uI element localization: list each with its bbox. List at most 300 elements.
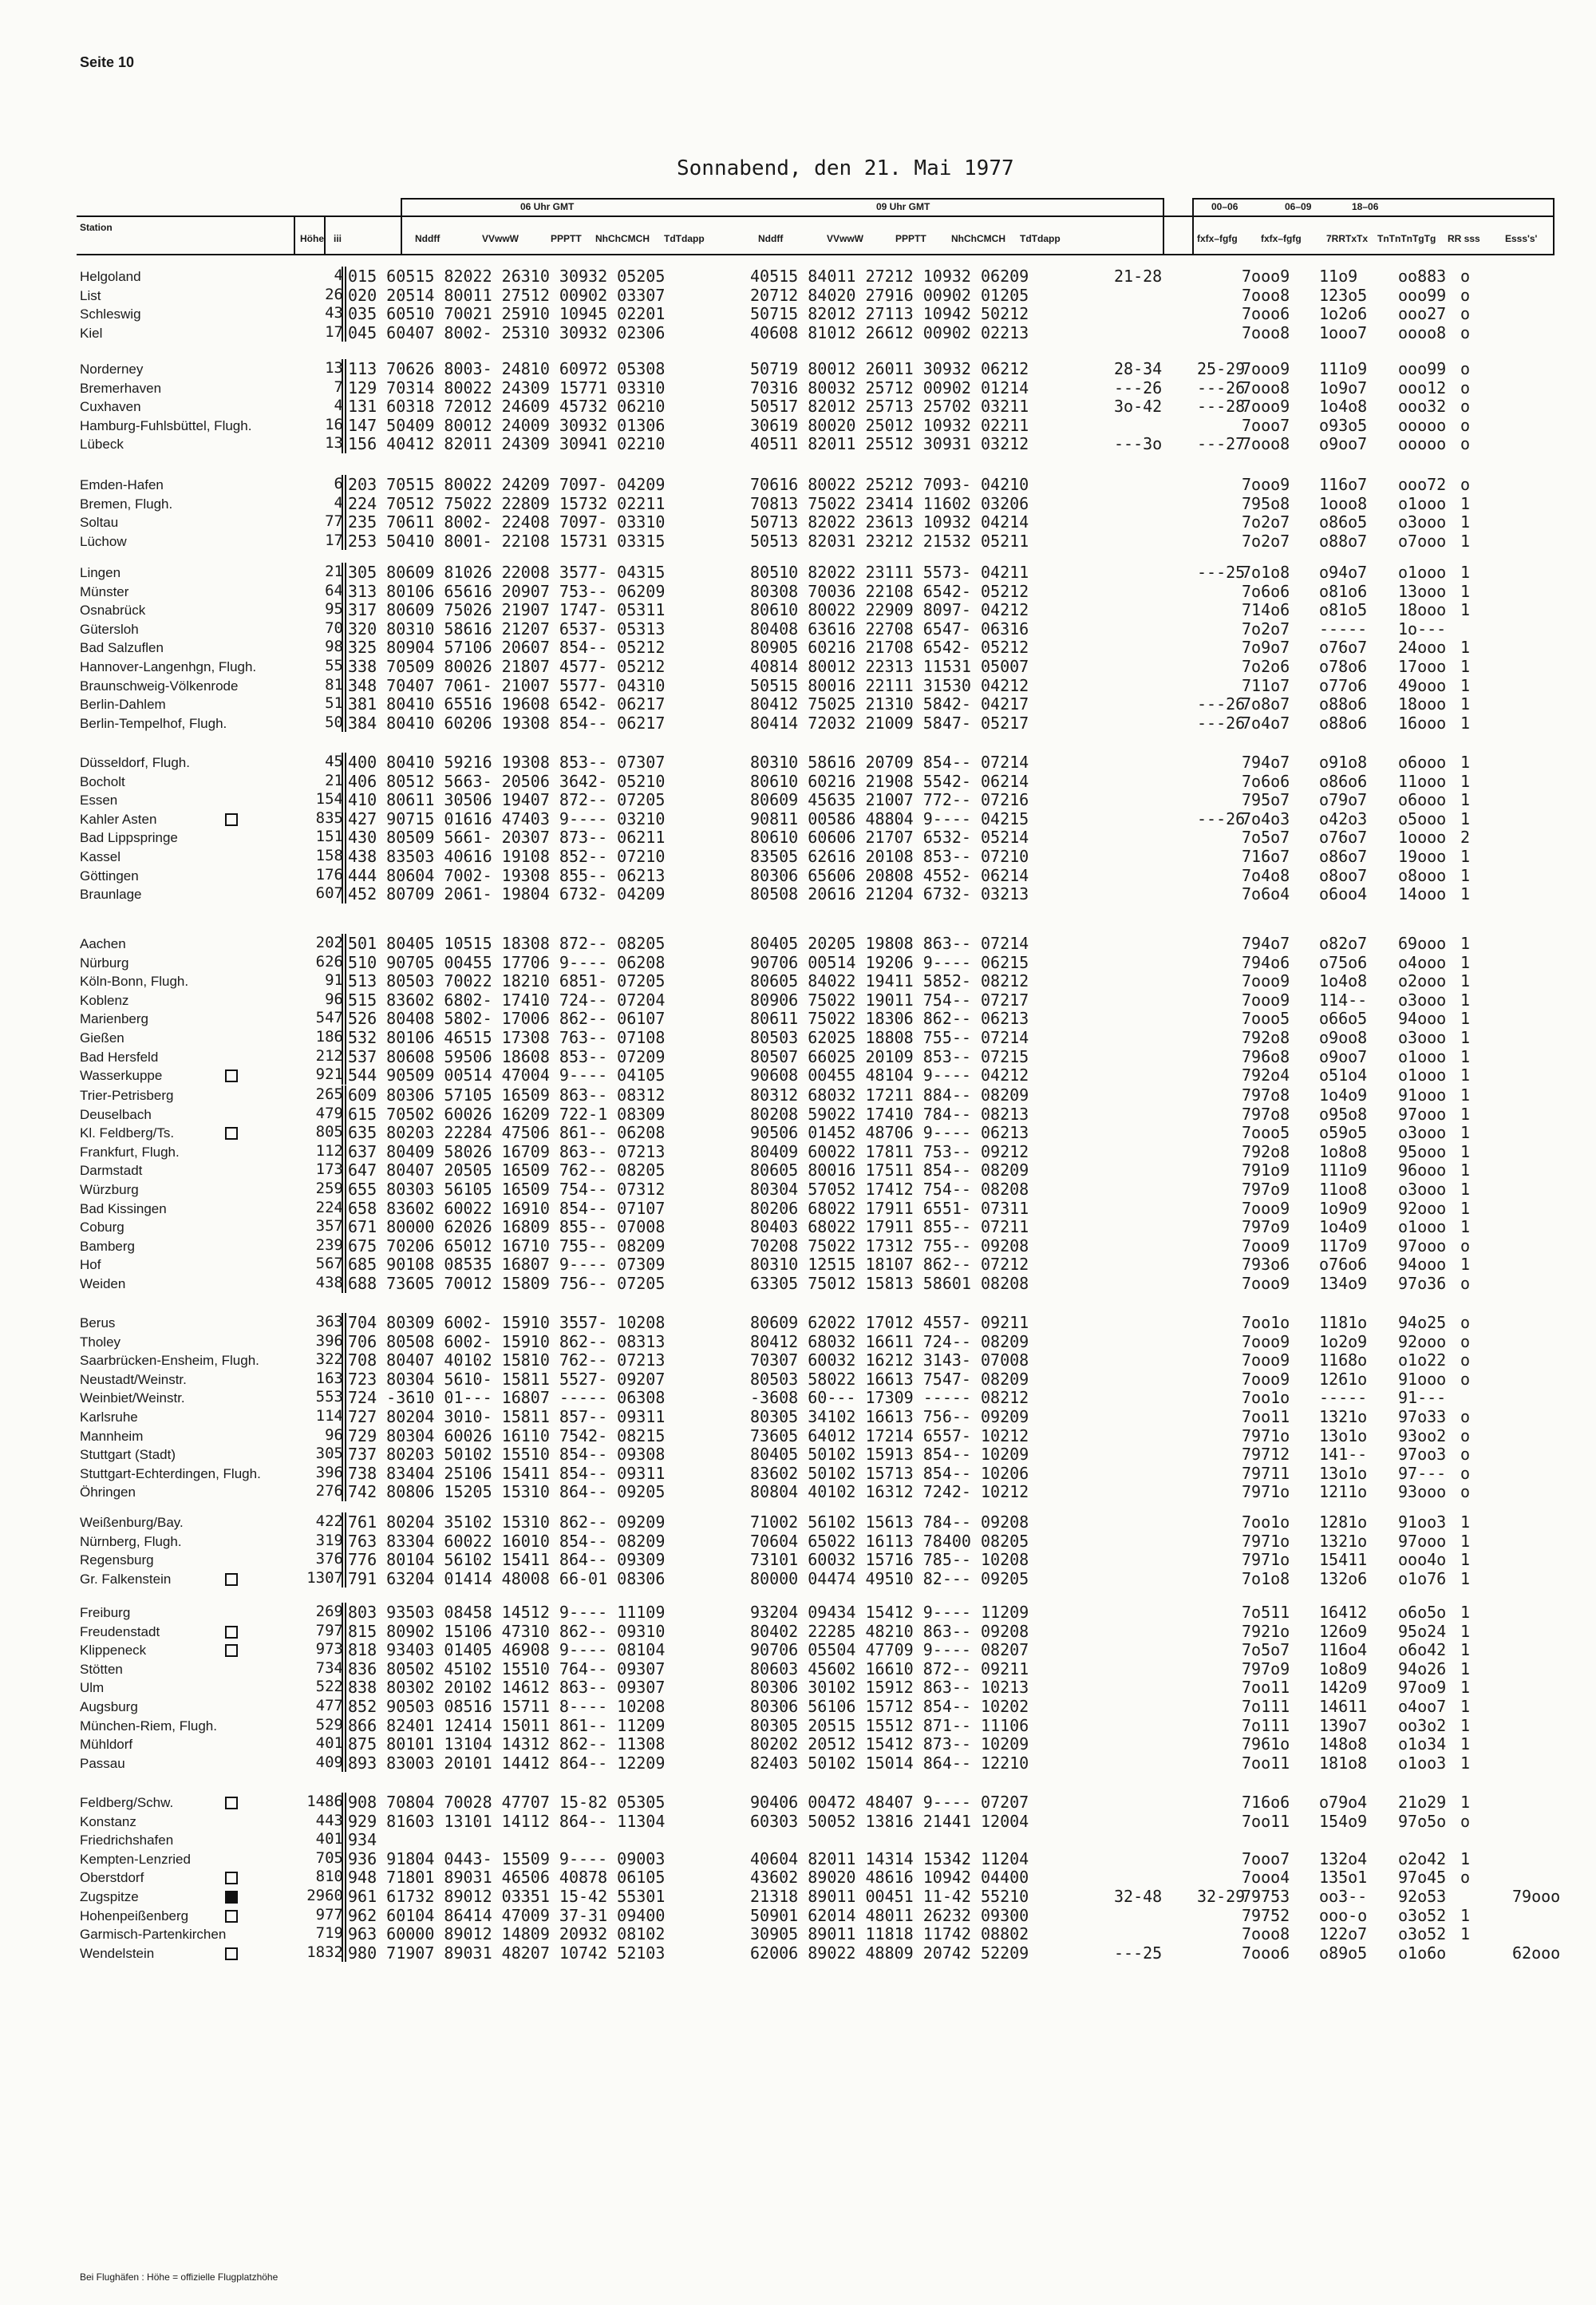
- station-height: 973: [315, 1640, 343, 1659]
- group-ground-state: 1: [1460, 1512, 1471, 1532]
- group-precip: 97---: [1398, 1463, 1447, 1483]
- obs-09-gmt: 40511 82011 25512 30931 03212: [750, 434, 1029, 454]
- station-name: Wendelstein: [80, 1945, 155, 1961]
- station-name: Bad Kissingen: [80, 1200, 167, 1216]
- obs-06-gmt: 675 70206 65012 16710 755-- 08209: [348, 1236, 666, 1255]
- station-name: Lingen: [80, 565, 121, 580]
- obs-06-gmt: 045 60407 8002- 25310 30932 02306: [348, 322, 666, 342]
- station-name: Aachen: [80, 936, 126, 951]
- obs-09-gmt: 80609 62022 17012 4557- 09211: [750, 1313, 1029, 1332]
- station-height: 547: [315, 1009, 343, 1027]
- header-06-clouds: NhChCMCH: [595, 233, 650, 244]
- obs-09-gmt: 30619 80020 25012 10932 02211: [750, 415, 1029, 435]
- station-height: 438: [315, 1274, 343, 1291]
- group-7-extremes: 7ooo9: [1242, 1331, 1290, 1351]
- group-temp-min: 111o9: [1319, 359, 1368, 378]
- table-row: [0, 359, 1596, 378]
- obs-09-gmt: 21318 89011 00451 11-42 55210: [750, 1887, 1029, 1906]
- obs-06-gmt: 400 80410 59216 19308 853-- 07307: [348, 753, 666, 772]
- station-name: Helgoland: [80, 269, 141, 284]
- group-7-extremes: 791o9: [1242, 1160, 1290, 1180]
- header-vrule: [401, 198, 402, 255]
- obs-09-gmt: 70316 80032 25712 00902 01214: [750, 378, 1029, 397]
- group-temp-min: 132o4: [1319, 1848, 1368, 1868]
- group-7-extremes: 7oo1o: [1242, 1388, 1290, 1408]
- obs-09-gmt: 80310 58616 20709 854-- 07214: [750, 753, 1029, 772]
- station-name: Bremerhaven: [80, 380, 162, 396]
- group-7-extremes: 7ooo8: [1242, 378, 1290, 397]
- group-temp-min: 1ooo8: [1319, 493, 1368, 513]
- table-row: [0, 1160, 1596, 1179]
- group-temp-min: 1ooo7: [1319, 322, 1368, 342]
- obs-09-gmt: 80610 80022 22909 8097- 04212: [750, 600, 1029, 620]
- station-name: Neustadt/Weinstr.: [80, 1371, 187, 1387]
- obs-09-gmt: 50719 80012 26011 30932 06212: [750, 359, 1029, 378]
- obs-09-gmt: 40604 82011 14314 15342 11204: [750, 1848, 1029, 1868]
- group-precip: 11ooo: [1398, 771, 1447, 791]
- group-ground-state: 1: [1460, 753, 1471, 772]
- group-precip: 14ooo: [1398, 884, 1447, 904]
- group-precip: 92ooo: [1398, 1331, 1447, 1351]
- obs-06-gmt: 776 80104 56102 15411 864-- 09309: [348, 1550, 666, 1570]
- obs-09-gmt: 80605 84022 19411 5852- 08212: [750, 971, 1029, 991]
- group-precip: o1ooo: [1398, 563, 1447, 582]
- obs-06-gmt: 410 80611 30506 19407 872-- 07205: [348, 790, 666, 810]
- header-station: Station: [80, 222, 113, 233]
- obs-06-gmt: 609 80306 57105 16509 863-- 08312: [348, 1085, 666, 1105]
- group-7-extremes: 7971o: [1242, 1531, 1290, 1551]
- group-ground-state: 1: [1460, 1905, 1471, 1925]
- group-ground-state: 1: [1460, 1085, 1471, 1105]
- obs-06-gmt: 235 70611 8002- 22408 7097- 03310: [348, 512, 666, 532]
- table-row: [0, 1066, 1596, 1084]
- group-7-extremes: 7o511: [1242, 1603, 1290, 1622]
- group-7-extremes: 7ooo7: [1242, 1848, 1290, 1868]
- group-ground-state: 1: [1460, 934, 1471, 953]
- station-group: [0, 267, 1596, 342]
- group-temp-min: o79o4: [1319, 1793, 1368, 1812]
- group-7-extremes: 7ooo9: [1242, 1350, 1290, 1370]
- group-temp-min: 148o8: [1319, 1734, 1368, 1754]
- group-ground-state: 1: [1460, 713, 1471, 733]
- group-7-extremes: 7ooo9: [1242, 971, 1290, 991]
- obs-09-gmt: 80310 12515 18107 862-- 07212: [750, 1255, 1029, 1275]
- group-ground-state: o: [1460, 1369, 1471, 1389]
- station-name: Ulm: [80, 1680, 105, 1696]
- table-row: [0, 828, 1596, 846]
- group-precip: 97o45: [1398, 1868, 1447, 1888]
- station-height: 529: [315, 1715, 343, 1734]
- gust-06-09: ---26: [1197, 713, 1246, 733]
- group-ground-state: o: [1460, 1350, 1471, 1370]
- obs-06-gmt: 635 80203 22284 47506 861-- 06208: [348, 1123, 666, 1143]
- group-precip: ooo4o: [1398, 1550, 1447, 1570]
- station-name: Gießen: [80, 1030, 124, 1046]
- group-temp-min: 132o6: [1319, 1568, 1368, 1588]
- table-row: [0, 267, 1596, 285]
- station-height: 176: [315, 865, 343, 884]
- group-7-extremes: 714o6: [1242, 600, 1290, 620]
- obs-09-gmt: 80508 20616 21204 6732- 03213: [750, 884, 1029, 904]
- header-rr-sss: RR sss: [1448, 233, 1480, 244]
- group-precip: 21o29: [1398, 1793, 1447, 1812]
- group-precip: 24ooo: [1398, 638, 1447, 658]
- square-icon: [225, 1947, 238, 1960]
- group-7-extremes: 79712: [1242, 1445, 1290, 1465]
- station-height: 276: [315, 1482, 343, 1500]
- obs-06-gmt: 836 80502 45102 15510 764-- 09307: [348, 1659, 666, 1678]
- station-height: 186: [315, 1028, 343, 1046]
- station-name: Würzburg: [80, 1182, 139, 1197]
- station-height: 51: [325, 694, 343, 713]
- group-7-extremes: 7ooo5: [1242, 1009, 1290, 1029]
- group-precip: 93oo2: [1398, 1425, 1447, 1445]
- station-name: Hohenpeißenberg: [80, 1908, 189, 1923]
- table-row: [0, 1217, 1596, 1236]
- obs-06-gmt: 724 -3610 01--- 16807 ----- 06308: [348, 1388, 666, 1408]
- table-header: [77, 198, 1553, 255]
- group-temp-min: o76o6: [1319, 1255, 1368, 1275]
- obs-06-gmt: 761 80204 35102 15310 862-- 09209: [348, 1512, 666, 1532]
- table-row: [0, 1678, 1596, 1696]
- station-name: Augsburg: [80, 1699, 138, 1714]
- group-ground-state: o: [1460, 434, 1471, 454]
- station-height: 21: [325, 771, 343, 789]
- gust-00-06: ---25: [1114, 1943, 1163, 1963]
- station-height: 363: [315, 1313, 343, 1330]
- obs-06-gmt: 742 80806 15205 15310 864-- 09205: [348, 1482, 666, 1502]
- group-ground-state: 1: [1460, 1217, 1471, 1237]
- group-precip: o1oo3: [1398, 1753, 1447, 1773]
- station-height: 553: [315, 1388, 343, 1406]
- station-height: 409: [315, 1753, 343, 1771]
- group-ground-state: 1: [1460, 1734, 1471, 1754]
- obs-09-gmt: 90706 05504 47709 9---- 08207: [750, 1640, 1029, 1660]
- group-temp-min: 1321o: [1319, 1407, 1368, 1426]
- group-precip: 91ooo: [1398, 1085, 1447, 1105]
- table-row: [0, 847, 1596, 865]
- obs-06-gmt: 156 40412 82011 24309 30941 02210: [348, 434, 666, 454]
- obs-09-gmt: 80000 04474 49510 82--- 09205: [750, 1568, 1029, 1588]
- station-height: 376: [315, 1550, 343, 1568]
- station-name: Bad Lippspringe: [80, 830, 178, 846]
- obs-06-gmt: 738 83404 25106 15411 854-- 09311: [348, 1463, 666, 1483]
- obs-09-gmt: 70208 75022 17312 755-- 09208: [750, 1236, 1029, 1255]
- footnote: Bei Flughäfen : Höhe = offizielle Flugplatzhöhe: [80, 2271, 279, 2283]
- group-7-extremes: 7o6o4: [1242, 884, 1290, 904]
- obs-09-gmt: 80304 57052 17412 754-- 08208: [750, 1180, 1029, 1199]
- obs-09-gmt: 83505 62616 20108 853-- 07210: [750, 847, 1029, 866]
- obs-06-gmt: 305 80609 81026 22008 3577- 04315: [348, 563, 666, 582]
- group-precip: o1ooo: [1398, 493, 1447, 513]
- table-row: [0, 1047, 1596, 1066]
- station-name: Coburg: [80, 1220, 124, 1236]
- group-ground-state: o: [1460, 378, 1471, 397]
- station-name: Bad Salzuflen: [80, 640, 164, 656]
- obs-06-gmt: 526 80408 5802- 17006 862-- 06107: [348, 1009, 666, 1029]
- obs-09-gmt: 80306 30102 15912 863-- 10213: [750, 1678, 1029, 1698]
- group-temp-min: o86o6: [1319, 771, 1368, 791]
- group-ground-state: 1: [1460, 657, 1471, 676]
- station-height: 114: [315, 1407, 343, 1425]
- group-ground-state: o: [1460, 415, 1471, 435]
- group-precip: 95o24: [1398, 1621, 1447, 1641]
- obs-06-gmt: 510 90705 00455 17706 9---- 06208: [348, 952, 666, 972]
- table-row: [0, 1793, 1596, 1811]
- gust-06-09: 25-29: [1197, 359, 1246, 378]
- obs-09-gmt: 80206 68022 17911 6551- 07311: [750, 1198, 1029, 1218]
- group-7-extremes: 7ooo9: [1242, 1274, 1290, 1293]
- obs-09-gmt: 80610 60216 21908 5542- 06214: [750, 771, 1029, 791]
- station-height: 269: [315, 1603, 343, 1620]
- obs-09-gmt: 90608 00455 48104 9---- 04212: [750, 1066, 1029, 1085]
- group-7-extremes: 7o1o8: [1242, 1568, 1290, 1588]
- station-height: 1307: [306, 1568, 343, 1587]
- station-name: Braunlage: [80, 887, 142, 903]
- station-height: 396: [315, 1463, 343, 1481]
- group-7-extremes: 7ooo9: [1242, 359, 1290, 378]
- group-7-extremes: 7ooo9: [1242, 1369, 1290, 1389]
- table-row: [0, 1887, 1596, 1905]
- obs-09-gmt: 80412 75025 21310 5842- 04217: [750, 694, 1029, 714]
- group-ground-state: 1: [1460, 675, 1471, 695]
- group-7-extremes: 794o7: [1242, 934, 1290, 953]
- table-row: [0, 884, 1596, 903]
- obs-06-gmt: 203 70515 80022 24209 7097- 04209: [348, 475, 666, 494]
- station-height: 43: [325, 304, 343, 322]
- group-temp-min: 11oo8: [1319, 1180, 1368, 1199]
- station-name: Wasserkuppe: [80, 1068, 163, 1084]
- station-name: Feldberg/Schw.: [80, 1795, 174, 1810]
- station-name: Bamberg: [80, 1238, 135, 1254]
- group-7-extremes: 7oo1o: [1242, 1512, 1290, 1532]
- table-row: [0, 1716, 1596, 1734]
- station-height: 797: [315, 1621, 343, 1639]
- obs-06-gmt: 791 63204 01414 48008 66-01 08306: [348, 1568, 666, 1588]
- group-ground-state: 1: [1460, 638, 1471, 658]
- header-rule-top: [401, 198, 1163, 200]
- station-height: 50: [325, 713, 343, 731]
- station-name: Schleswig: [80, 306, 141, 322]
- station-height: 977: [315, 1905, 343, 1923]
- table-row: [0, 753, 1596, 771]
- station-height: 477: [315, 1697, 343, 1714]
- obs-09-gmt: 80507 66025 20109 853-- 07215: [750, 1046, 1029, 1066]
- station-name: Weiden: [80, 1276, 126, 1291]
- group-precip: 97ooo: [1398, 1104, 1447, 1124]
- group-precip: o5ooo: [1398, 809, 1447, 828]
- group-ground-state: 1: [1460, 865, 1471, 885]
- group-ground-state: o: [1460, 359, 1471, 378]
- group-temp-min: o75o6: [1319, 952, 1368, 972]
- obs-06-gmt: 962 60104 86414 47009 37-31 09400: [348, 1905, 666, 1925]
- obs-06-gmt: 961 61732 89012 03351 15-42 55301: [348, 1887, 666, 1906]
- group-ground-state: 1: [1460, 1621, 1471, 1641]
- obs-09-gmt: 83602 50102 15713 854-- 10206: [750, 1463, 1029, 1483]
- station-name: Weinbiet/Weinstr.: [80, 1390, 185, 1406]
- station-name: Frankfurt, Flugh.: [80, 1144, 180, 1160]
- group-ground-state: 1: [1460, 1659, 1471, 1678]
- group-temp-min: 111o9: [1319, 1160, 1368, 1180]
- group-7-extremes: 792o8: [1242, 1141, 1290, 1161]
- station-height: 17: [325, 322, 343, 341]
- group-temp-min: 114--: [1319, 990, 1368, 1010]
- group-7-extremes: 7ooo9: [1242, 1236, 1290, 1255]
- group-temp-min: o9oo7: [1319, 1046, 1368, 1066]
- filled-square-icon: [225, 1891, 238, 1904]
- page-date-title: Sonnabend, den 21. Mai 1977: [677, 156, 1014, 180]
- station-height: 422: [315, 1512, 343, 1530]
- group-temp-min: o76o7: [1319, 828, 1368, 848]
- group-7-extremes: 797o8: [1242, 1085, 1290, 1105]
- group-temp-min: o88o6: [1319, 694, 1368, 714]
- group-7-extremes: 797o8: [1242, 1104, 1290, 1124]
- group-7-extremes: 7ooo5: [1242, 1123, 1290, 1143]
- table-row: [0, 1734, 1596, 1753]
- obs-09-gmt: 50517 82012 25713 25702 03211: [750, 397, 1029, 417]
- obs-09-gmt: 80611 75022 18306 862-- 06213: [750, 1009, 1029, 1029]
- group-ground-state: 1: [1460, 952, 1471, 972]
- obs-06-gmt: 444 80604 7002- 19308 855-- 06213: [348, 865, 666, 885]
- group-ground-state: o: [1460, 304, 1471, 324]
- station-name: München-Riem, Flugh.: [80, 1718, 217, 1734]
- obs-09-gmt: 80312 68032 17211 884-- 08209: [750, 1085, 1029, 1105]
- station-name: Stötten: [80, 1661, 123, 1677]
- station-height: 305: [315, 1445, 343, 1463]
- group-ground-state: o: [1460, 1331, 1471, 1351]
- group-precip: o4ooo: [1398, 952, 1447, 972]
- group-7-extremes: 7o4o8: [1242, 865, 1290, 885]
- group-ground-state: 1: [1460, 1531, 1471, 1551]
- header-period-18-06: 18–06: [1352, 201, 1379, 212]
- obs-09-gmt: 80306 65606 20808 4552- 06214: [750, 865, 1029, 885]
- station-name: Norderney: [80, 362, 144, 377]
- group-temp-min: 117o9: [1319, 1236, 1368, 1255]
- obs-09-gmt: -3608 60--- 17309 ----- 08212: [750, 1388, 1029, 1408]
- station-name: Koblenz: [80, 992, 129, 1008]
- group-ground-state: 1: [1460, 1180, 1471, 1199]
- group-precip: 1o---: [1398, 619, 1447, 639]
- group-7-extremes: 792o8: [1242, 1028, 1290, 1047]
- obs-09-gmt: 60303 50052 13816 21441 12004: [750, 1811, 1029, 1831]
- station-height: 13: [325, 434, 343, 453]
- group-7-extremes: 7o2o7: [1242, 619, 1290, 639]
- square-icon: [225, 1872, 238, 1884]
- table-row: [0, 1105, 1596, 1123]
- station-name: Emden-Hafen: [80, 477, 164, 492]
- group-7-extremes: 797o9: [1242, 1180, 1290, 1199]
- group-precip: ooo27: [1398, 304, 1447, 324]
- group-ground-state: 2: [1460, 828, 1471, 848]
- group-7-extremes: 7971o: [1242, 1482, 1290, 1502]
- station-name: Stuttgart-Echterdingen, Flugh.: [80, 1465, 261, 1481]
- table-row: [0, 1753, 1596, 1772]
- group-ground-state: 1: [1460, 971, 1471, 991]
- obs-09-gmt: 50715 82012 27113 10942 50212: [750, 304, 1029, 324]
- group-precip: 94ooo: [1398, 1009, 1447, 1029]
- group-temp-min: ooo-o: [1319, 1905, 1368, 1925]
- group-ground-state: 1: [1460, 990, 1471, 1010]
- header-06-nddff: Nddff: [415, 233, 440, 244]
- table-row: [0, 1123, 1596, 1141]
- station-name: Berlin-Tempelhof, Flugh.: [80, 715, 227, 731]
- group-ground-state: 1: [1460, 1160, 1471, 1180]
- station-height: 112: [315, 1141, 343, 1160]
- station-height: 705: [315, 1848, 343, 1867]
- gust-00-06: 32-48: [1114, 1887, 1163, 1906]
- obs-06-gmt: 515 83602 6802- 17410 724-- 07204: [348, 990, 666, 1010]
- gust-00-06: 28-34: [1114, 359, 1163, 378]
- square-icon: [225, 1626, 238, 1639]
- table-row: [0, 1924, 1596, 1943]
- group-ground-state: o: [1460, 1425, 1471, 1445]
- station-height: 154: [315, 790, 343, 809]
- station-name: Mühldorf: [80, 1737, 133, 1753]
- group-precip: 97o36: [1398, 1274, 1447, 1293]
- obs-09-gmt: 80414 72032 21009 5847- 05217: [750, 713, 1029, 733]
- obs-09-gmt: 73101 60032 15716 785-- 10208: [750, 1550, 1029, 1570]
- group-ground-state: o: [1460, 1463, 1471, 1483]
- group-7-extremes: 797o9: [1242, 1217, 1290, 1237]
- station-name: Bocholt: [80, 773, 125, 789]
- group-temp-min: 14611: [1319, 1697, 1368, 1716]
- group-temp-min: o91o8: [1319, 753, 1368, 772]
- header-06-vvwww: VVwwW: [482, 233, 519, 244]
- header-vrule: [294, 215, 295, 255]
- table-row: [0, 1906, 1596, 1924]
- group-precip: 94ooo: [1398, 1255, 1447, 1275]
- group-temp-min: 1o4o8: [1319, 971, 1368, 991]
- obs-09-gmt: 20712 84020 27916 00902 01205: [750, 285, 1029, 305]
- obs-06-gmt: 948 71801 89031 46506 40878 06105: [348, 1868, 666, 1888]
- station-height: 805: [315, 1123, 343, 1141]
- gust-00-06: ---26: [1114, 378, 1163, 397]
- table-row: [0, 1332, 1596, 1350]
- group-ground-state: 1: [1460, 694, 1471, 714]
- table-row: [0, 434, 1596, 453]
- header-09-nddff: Nddff: [758, 233, 784, 244]
- group-precip: ooooo: [1398, 434, 1447, 454]
- gust-06-09: ---25: [1197, 563, 1246, 582]
- station-name: Lübeck: [80, 437, 124, 453]
- table-row: [0, 1830, 1596, 1848]
- group-temp-min: o9oo8: [1319, 1028, 1368, 1047]
- table-row: [0, 1180, 1596, 1198]
- group-precip: o3o52: [1398, 1905, 1447, 1925]
- group-precip: 97ooo: [1398, 1531, 1447, 1551]
- table-row: [0, 304, 1596, 322]
- station-name: Passau: [80, 1755, 125, 1771]
- group-temp-min: 16412: [1319, 1603, 1368, 1622]
- group-7-extremes: 7o111: [1242, 1715, 1290, 1735]
- group-temp-min: o66o5: [1319, 1009, 1368, 1029]
- table-row: [0, 657, 1596, 675]
- table-row: [0, 714, 1596, 732]
- obs-06-gmt: 381 80410 65516 19608 6542- 06217: [348, 694, 666, 714]
- obs-06-gmt: 637 80409 58026 16709 863-- 07213: [348, 1141, 666, 1161]
- station-name: Garmisch-Partenkirchen: [80, 1927, 227, 1943]
- obs-06-gmt: 980 71907 89031 48207 10742 52103: [348, 1943, 666, 1963]
- obs-06-gmt: 963 60000 89012 14809 20932 08102: [348, 1924, 666, 1944]
- station-name: Berlin-Dahlem: [80, 697, 166, 713]
- group-7-extremes: 794o6: [1242, 952, 1290, 972]
- obs-09-gmt: 62006 89022 48809 20742 52209: [750, 1943, 1029, 1963]
- group-7-extremes: 7oo11: [1242, 1678, 1290, 1698]
- group-ground-state: 1: [1460, 1753, 1471, 1773]
- group-temp-min: -----: [1319, 1388, 1368, 1408]
- obs-06-gmt: 406 80512 5663- 20506 3642- 05210: [348, 771, 666, 791]
- table-row: [0, 971, 1596, 990]
